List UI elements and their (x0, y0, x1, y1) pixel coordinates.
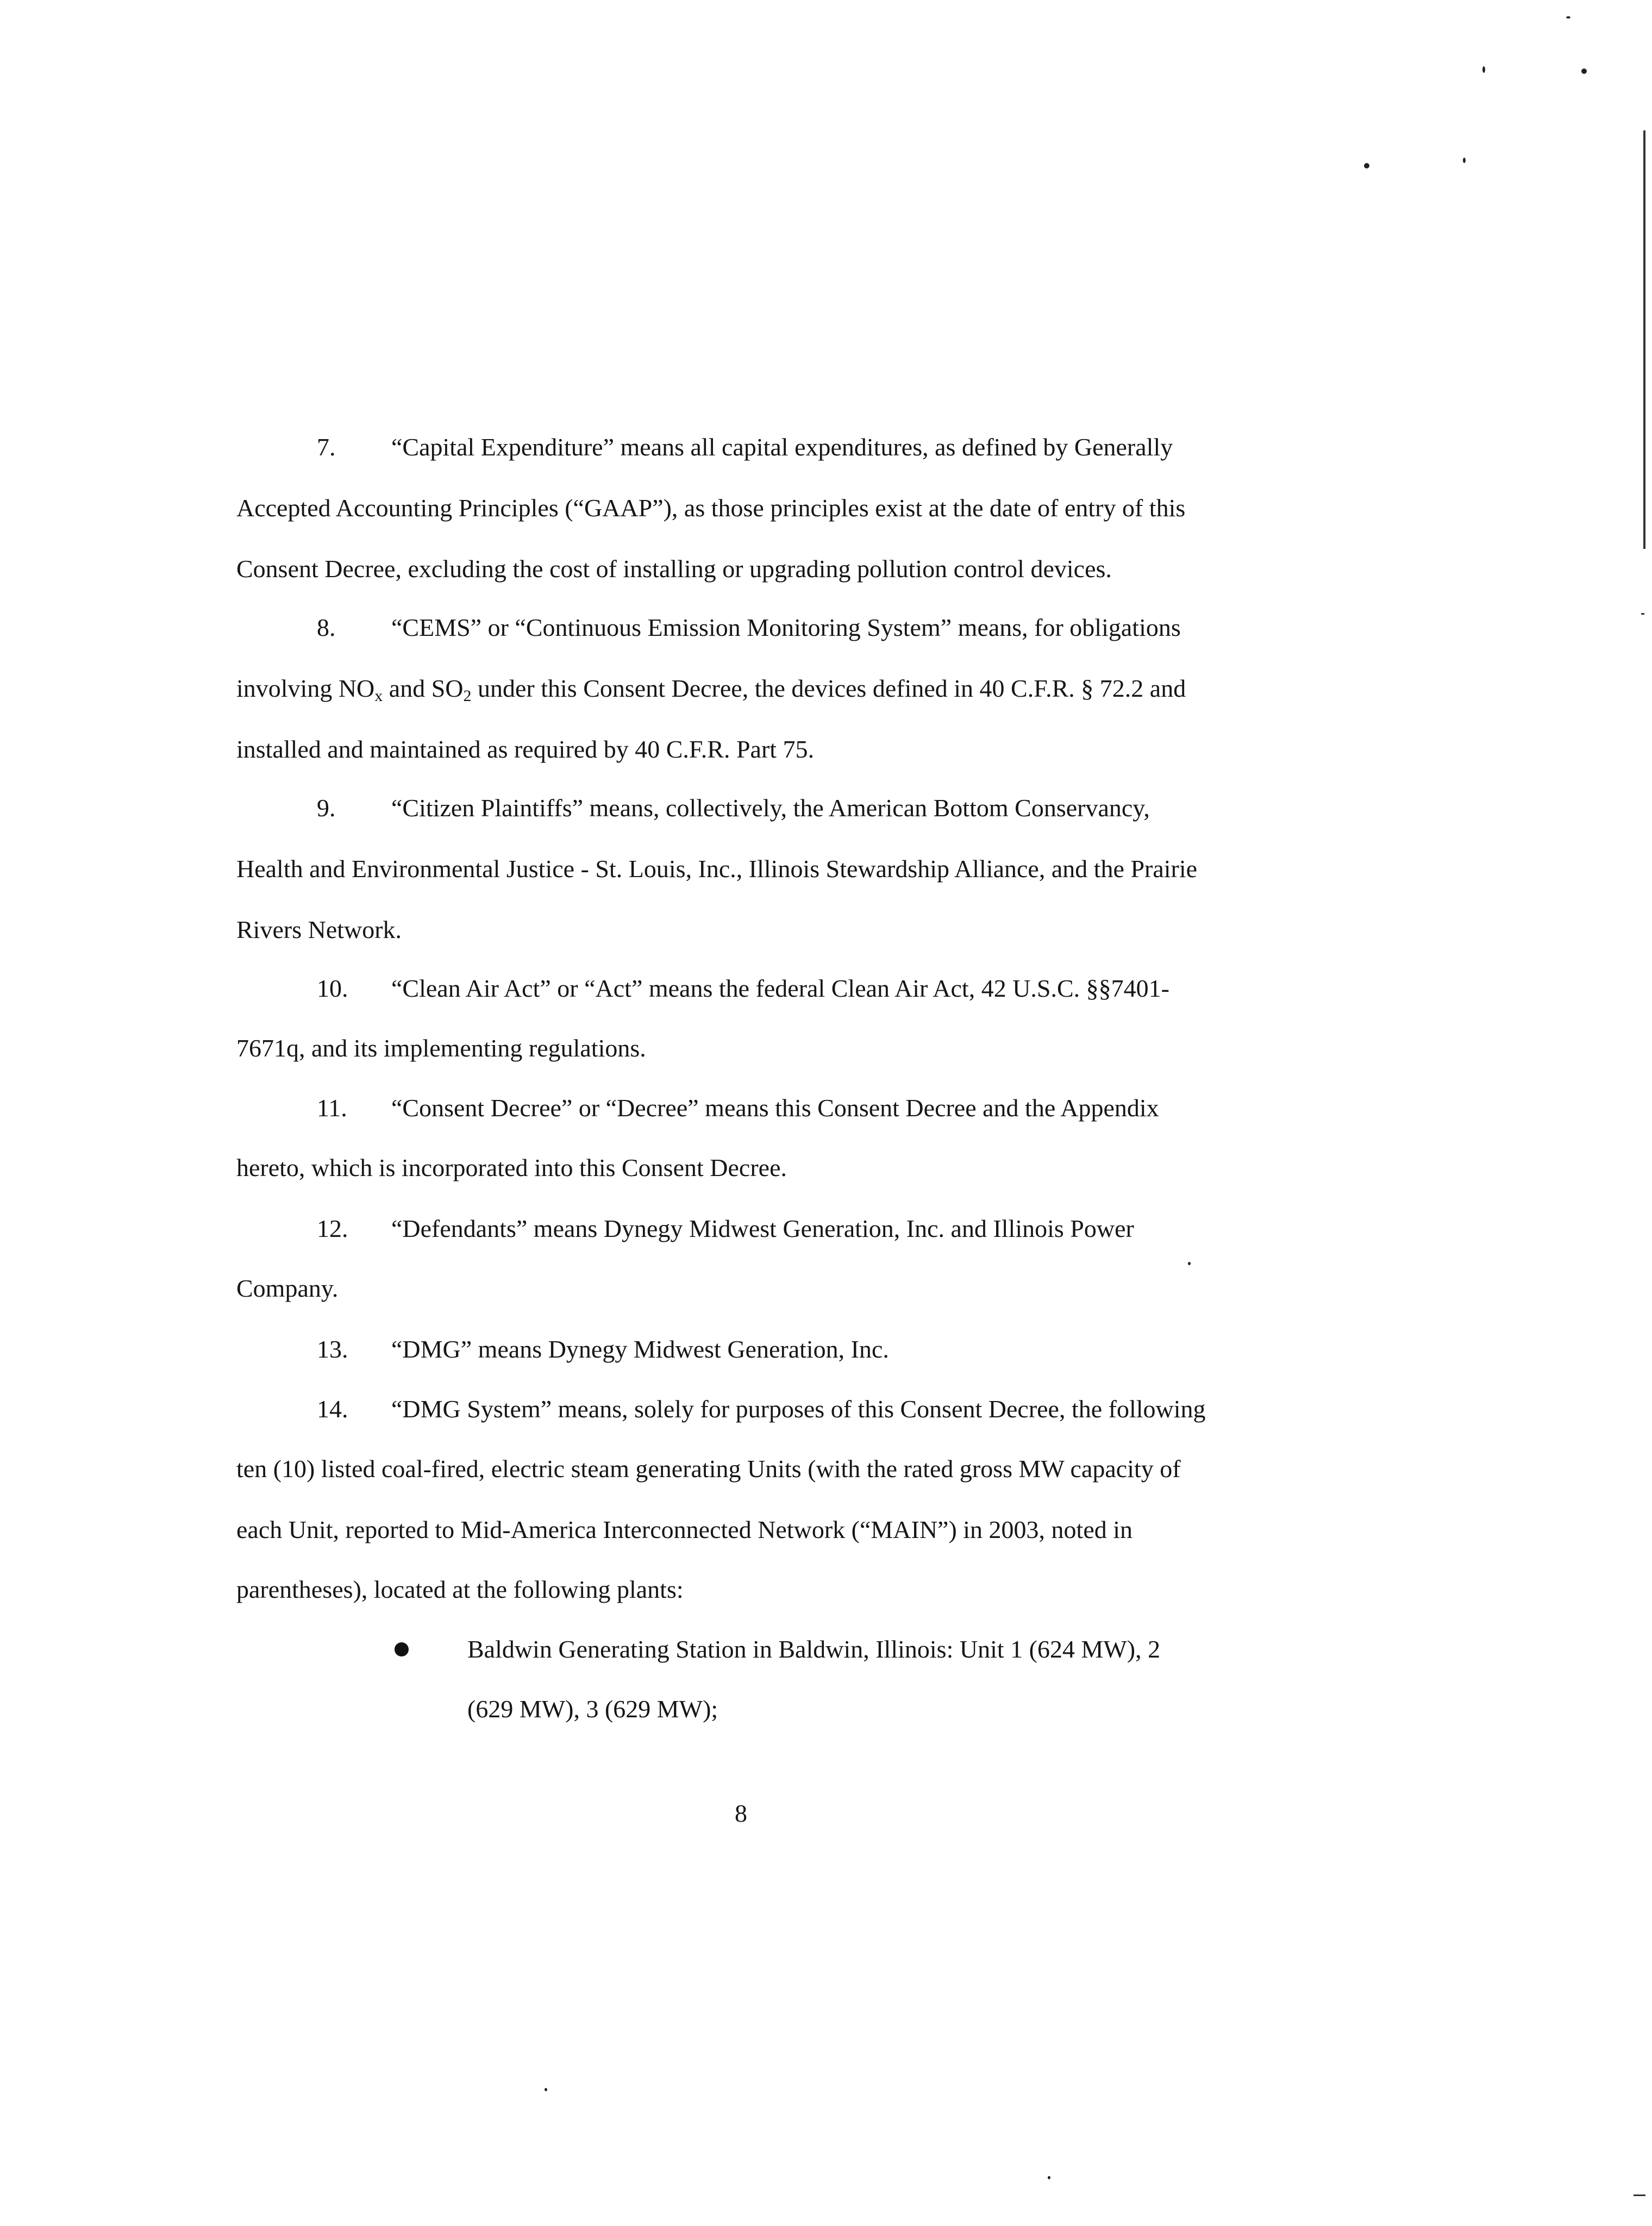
paragraph-line: parentheses), located at the following plants: (236, 1575, 684, 1603)
paragraph-number: 10. (317, 974, 348, 1002)
paragraph-number: 14. (317, 1395, 348, 1423)
paragraph-line: “DMG” means Dynegy Midwest Generation, Inc. (391, 1335, 889, 1363)
scan-edge-mark (1643, 130, 1645, 549)
paragraph-line: Company. (236, 1274, 339, 1302)
paragraph-line: hereto, which is incorporated into this Consent Decree. (236, 1154, 787, 1181)
paragraph-line: “Clean Air Act” or “Act” means the federal Clean Air Act, 42 U.S.C. §§7401- (391, 974, 1169, 1002)
scan-speck (1482, 66, 1485, 73)
text-run: involving NO (236, 674, 375, 702)
paragraph-line: 7671q, and its implementing regulations. (236, 1034, 646, 1062)
paragraph-line-with-subscripts (236, 674, 1186, 705)
paragraph-line: Rivers Network. (236, 916, 402, 943)
scan-edge-mark (1641, 613, 1644, 615)
page-number: 8 (735, 1799, 747, 1827)
text-run: and SO (383, 674, 464, 702)
paragraph-line: Accepted Accounting Principles (“GAAP”), as those principles exist at the date of entry of this (236, 494, 1186, 522)
paragraph-number: 13. (317, 1335, 348, 1363)
scan-speck (1566, 16, 1570, 18)
paragraph-line: “Capital Expenditure” means all capital expenditures, as defined by Generally (391, 433, 1173, 461)
paragraph-line: “Citizen Plaintiffs” means, collectively, the American Bottom Conservancy, (391, 794, 1150, 822)
paragraph-line: installed and maintained as required by 40 C.F.R. Part 75. (236, 735, 815, 763)
scan-speck (1463, 158, 1466, 163)
scan-speck (1188, 1262, 1191, 1265)
paragraph-number: 8. (317, 614, 336, 641)
subscript: x (374, 687, 383, 705)
paragraph-line: Health and Environmental Justice - St. Louis, Inc., Illinois Stewardship Alliance, and the Prairie (236, 855, 1198, 883)
paragraph-line: “DMG System” means, solely for purposes of this Consent Decree, the following (391, 1395, 1206, 1423)
paragraph-line: “CEMS” or “Continuous Emission Monitoring System” means, for obligations (391, 614, 1181, 641)
scan-speck (545, 2088, 547, 2091)
paragraph-line: Consent Decree, excluding the cost of installing or upgrading pollution control devices. (236, 555, 1112, 583)
paragraph-line: each Unit, reported to Mid-America Interconnected Network (“MAIN”) in 2003, noted in (236, 1516, 1133, 1543)
paragraph-number: 11. (317, 1094, 347, 1122)
paragraph-number: 7. (317, 433, 336, 461)
paragraph-number: 12. (317, 1215, 348, 1242)
paragraph-number: 9. (317, 794, 336, 822)
subscript: 2 (463, 687, 472, 705)
paragraph-line: “Defendants” means Dynegy Midwest Generation, Inc. and Illinois Power (391, 1215, 1134, 1242)
paragraph-line: “Consent Decree” or “Decree” means this Consent Decree and the Appendix (391, 1094, 1159, 1122)
text-run: under this Consent Decree, the devices defined in 40 C.F.R. § 72.2 and (471, 674, 1186, 702)
bullet-line: (629 MW), 3 (629 MW); (467, 1695, 718, 1723)
paragraph-line: ten (10) listed coal-fired, electric steam generating Units (with the rated gross MW capacity of (236, 1455, 1181, 1483)
bullet-line: Baldwin Generating Station in Baldwin, Illinois: Unit 1 (624 MW), 2 (467, 1635, 1161, 1663)
scan-speck (1048, 2176, 1050, 2179)
scan-speck (1581, 68, 1587, 74)
scan-speck (1364, 163, 1369, 168)
scan-edge-mark (1634, 2194, 1645, 2196)
bullet-icon (395, 1642, 409, 1656)
